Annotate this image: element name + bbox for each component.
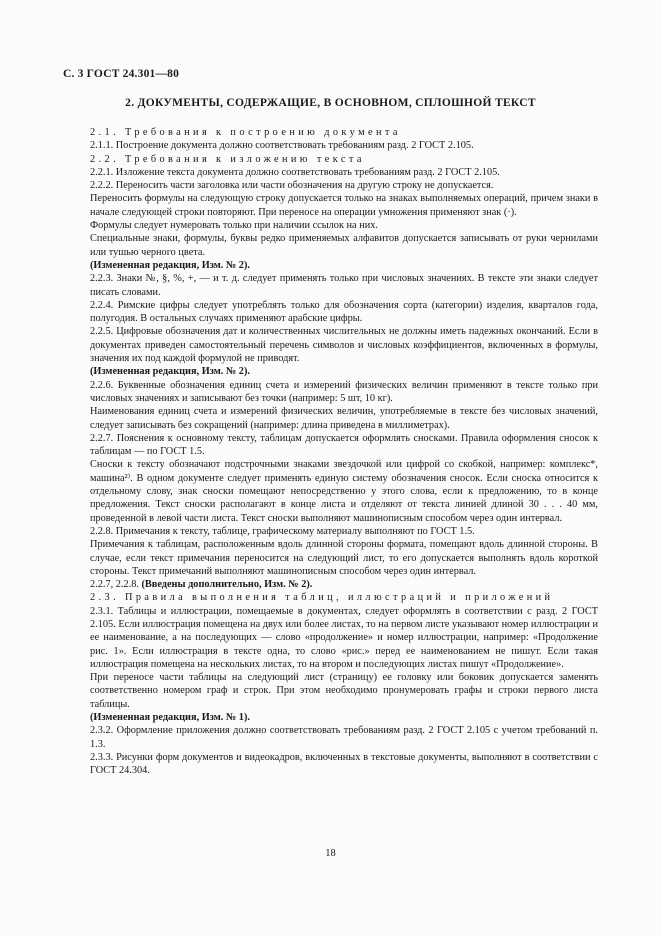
paragraph: Формулы следует нумеровать только при наличии ссылок на них.: [90, 220, 378, 232]
paragraph: 2.2.2. Переносить части заголовка или части обозначения на другую строку не допускается.: [90, 180, 494, 192]
paragraph: 2.3.2. Оформление приложения должно соответствовать требованиям разд. 2 ГОСТ 2.105 с учетом требований п. 1.3.: [90, 725, 598, 750]
paragraph: 2.2.3. Знаки №, §, %, +, — и т. д. следует применять только при числовых значениях. В тексте эти знаки следует писать словами.: [90, 273, 598, 298]
paragraph: 2.3.1. Таблицы и иллюстрации, помещаемые в документах, следует оформлять в соответствии с разд. 2 ГОСТ 2.105. Если иллюстрация помещена на двух или более листах, то на первом листе указывают номер иллюстрации и ее наименование, а на последующих — слово «продолжение» и номер иллюстрации, например: «Продолжение рис. 1». Если иллюстрация в тексте одна, то слово «рис.» перед ее наименованием не пишут. Если такая иллюстрация помещена на нескольких листах, то на втором и последующих листах пишут «Продолжение».: [90, 605, 598, 670]
paragraph: При переносе части таблицы на следующий лист (страницу) ее головку или боковик допускается заменять соответственно номером граф и строк. При этом необходимо пронумеровать графы и строки первого листа таблицы.: [90, 672, 598, 710]
paragraph: 2.2. Требования к изложению текста: [90, 153, 365, 165]
document-body: [90, 126, 598, 778]
paragraph: Примечания к таблицам, расположенным вдоль длинной стороны формата, помещают вдоль длинной стороны. В случае, если текст примечания переносится на следующий лист, то его допускается выполнять вдоль короткой стороны. Текст примечаний выполняют машинописным способом через один интервал.: [90, 539, 598, 577]
paragraph: 2.2.6. Буквенные обозначения единиц счета и измерений физических величин применяют в тексте только при числовых значениях и записывают без точки (например: 5 шт, 10 кг).: [90, 379, 598, 404]
paragraph: 2.1.1. Построение документа должно соответствовать требованиям разд. 2 ГОСТ 2.105.: [90, 140, 474, 152]
paragraph: 2.3. Правила выполнения таблиц, иллюстраций и приложений: [90, 592, 554, 604]
paragraph: (Измененная редакция, Изм. № 1).: [90, 712, 250, 724]
paragraph: 2.3.3. Рисунки форм документов и видеокадров, включенных в текстовые документы, выполняют в соответствии с ГОСТ 24.304.: [90, 751, 598, 777]
paragraph: Специальные знаки, формулы, буквы редко применяемых алфавитов допускается записывать от руки чернилами или тушью черного цвета.: [90, 233, 598, 258]
paragraph: 2.1. Требования к построению документа: [90, 127, 401, 138]
page-header: С. 3 ГОСТ 24.301—80: [63, 68, 180, 80]
amendment-note: (Введены дополнительно, Изм. № 2).: [141, 579, 313, 591]
paragraph: Наименования единиц счета и измерений физических величин, употребляемые в тексте без числовых значений, следует записывать без сокращений (например: длина приведена в миллиметрах).: [90, 406, 598, 431]
paragraph: 2.2.5. Цифровые обозначения дат и количественных числительных не должны иметь падежных окончаний. Если в документах приведен самостоятельный перечень символов и числовых коэффициентов, включенных в формулы, значения их под каждой формулой не приводят.: [90, 326, 598, 365]
paragraph: (Измененная редакция, Изм. № 2).: [90, 366, 250, 378]
section-title: 2. ДОКУМЕНТЫ, СОДЕРЖАЩИЕ, В ОСНОВНОМ, СПЛОШНОЙ ТЕКСТ: [125, 97, 536, 109]
paragraph: 2.2.1. Изложение текста документа должно соответствовать требованиям разд. 2 ГОСТ 2.105.: [90, 166, 500, 178]
paragraph: 2.2.7. Пояснения к основному тексту, таблицам допускается оформлять сносками. Правила оформления сносок к таблицам — по ГОСТ 1.5.: [90, 432, 598, 458]
page-number: 18: [325, 848, 336, 859]
paragraph: 2.2.7, 2.2.8. (Введены дополнительно, Изм. № 2).: [90, 579, 313, 591]
paragraph: 2.2.4. Римские цифры следует употреблять только для обозначения сорта (категории) изделия, кварталов года, полугодия. В остальных случаях применяют арабские цифры.: [90, 299, 598, 325]
paragraph: (Измененная редакция, Изм. № 2).: [90, 259, 250, 271]
paragraph: Переносить формулы на следующую строку допускается только на знаках выполняемых операций, причем знаки в начале следующей строки повторяют. При переносе на операции умножения применяют знак (·).: [90, 193, 598, 218]
paragraph: Сноски к тексту обозначают подстрочными знаками звездочкой или цифрой со скобкой, например: комплекс*, машина²⁾. В одном документе следует применять единую систему обозначения сносок. Если сноска относится к отдельному слову, знак сноски помещают непосредственно у этого слова, если к предложению, то в конце предложения. Текст сноски располагают в конце листа и отделяют от текста линией длиной 30 . . . 40 мм, проведенной в левой части листа. Текст сноски выполняют машинописным способом через один интервал.: [90, 459, 598, 524]
paragraph: 2.2.8. Примечания к тексту, таблице, графическому материалу выполняют по ГОСТ 1.5.: [90, 525, 475, 537]
